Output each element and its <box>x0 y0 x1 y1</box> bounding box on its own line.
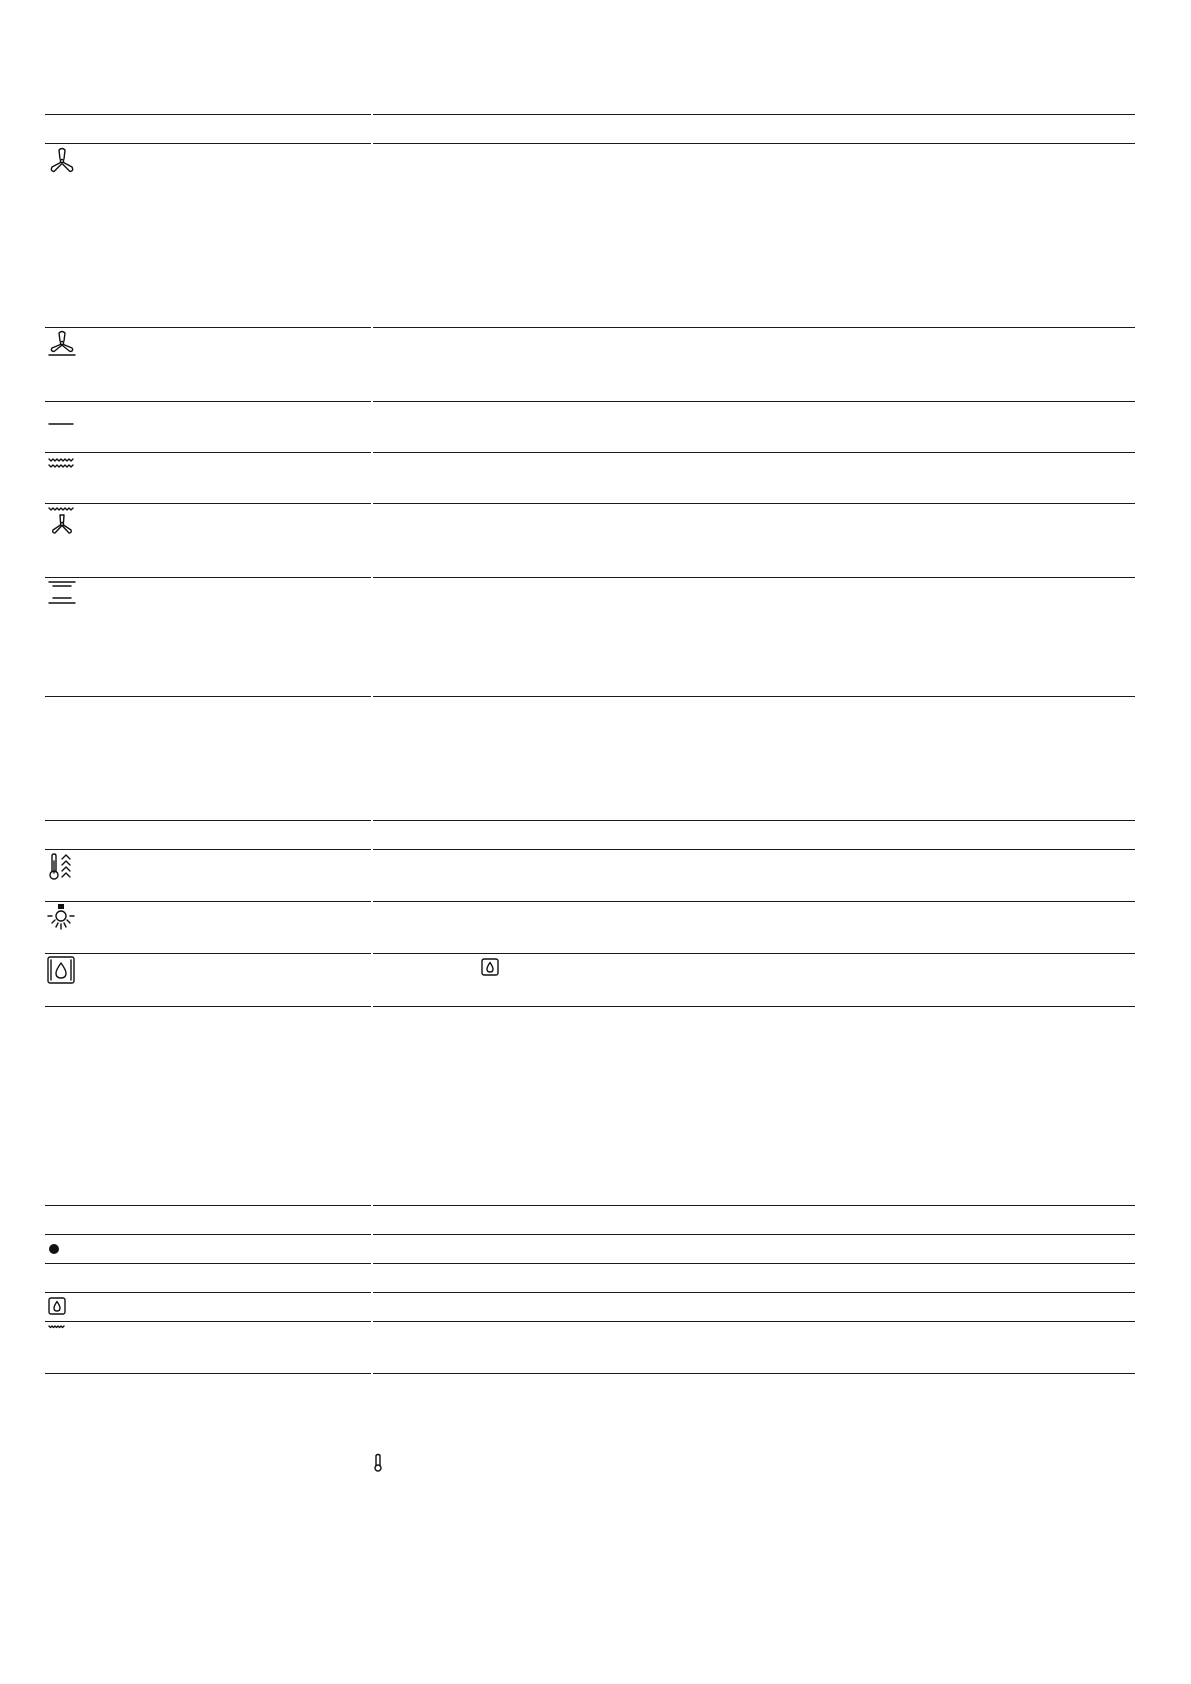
fan-with-bottom-heat-icon <box>48 331 76 357</box>
row-divider <box>373 1292 1135 1293</box>
table-3-bottom-rule-right <box>373 1373 1135 1374</box>
row-divider <box>45 143 371 144</box>
row-divider <box>373 401 1135 402</box>
table-1-bottom-rule-right <box>373 696 1135 697</box>
filled-dot-icon <box>48 1243 60 1255</box>
row-divider <box>45 1321 371 1322</box>
row-divider <box>373 1263 1135 1264</box>
row-divider <box>373 849 1135 850</box>
grill-icon <box>48 456 74 470</box>
row-divider <box>45 327 371 328</box>
table-1-header-rule-left <box>45 114 371 115</box>
row-divider <box>45 401 371 402</box>
table-2-bottom-rule-right <box>373 1006 1135 1007</box>
row-divider <box>373 327 1135 328</box>
row-divider <box>373 1234 1135 1235</box>
hot-air-fan-icon <box>48 147 76 173</box>
thermometer-rapid-heat-icon <box>47 853 75 881</box>
table-3-bottom-rule-left <box>45 1373 371 1374</box>
row-divider <box>373 143 1135 144</box>
table-3-header-rule-left <box>45 1205 371 1206</box>
row-divider <box>373 503 1135 504</box>
oven-light-icon <box>47 904 75 930</box>
table-3-header-rule-right <box>373 1205 1135 1206</box>
row-divider <box>373 452 1135 453</box>
table-2-header-rule-left <box>45 820 371 821</box>
row-divider <box>45 1292 371 1293</box>
row-divider <box>45 452 371 453</box>
top-bottom-heat-icon <box>48 418 74 428</box>
row-divider <box>373 901 1135 902</box>
water-tank-icon <box>47 956 75 984</box>
row-divider <box>373 1321 1135 1322</box>
row-divider <box>45 953 371 954</box>
table-2-bottom-rule-left <box>45 1006 371 1007</box>
water-tank-small-icon <box>481 958 499 976</box>
row-divider <box>45 1263 371 1264</box>
table-2-header-rule-right <box>373 820 1135 821</box>
row-divider <box>45 1234 371 1235</box>
table-1-bottom-rule-left <box>45 696 371 697</box>
thermometer-icon <box>373 1454 383 1472</box>
row-divider <box>45 849 371 850</box>
table-1-header-rule-right <box>373 114 1135 115</box>
row-divider <box>45 901 371 902</box>
row-divider <box>45 577 371 578</box>
row-divider <box>373 577 1135 578</box>
row-divider <box>373 953 1135 954</box>
row-divider <box>45 503 371 504</box>
top-heat-bottom-heat-icon <box>48 580 76 606</box>
grill-with-fan-icon <box>48 506 76 536</box>
grill-small-icon <box>48 1323 66 1331</box>
water-tank-small-icon <box>48 1297 66 1315</box>
